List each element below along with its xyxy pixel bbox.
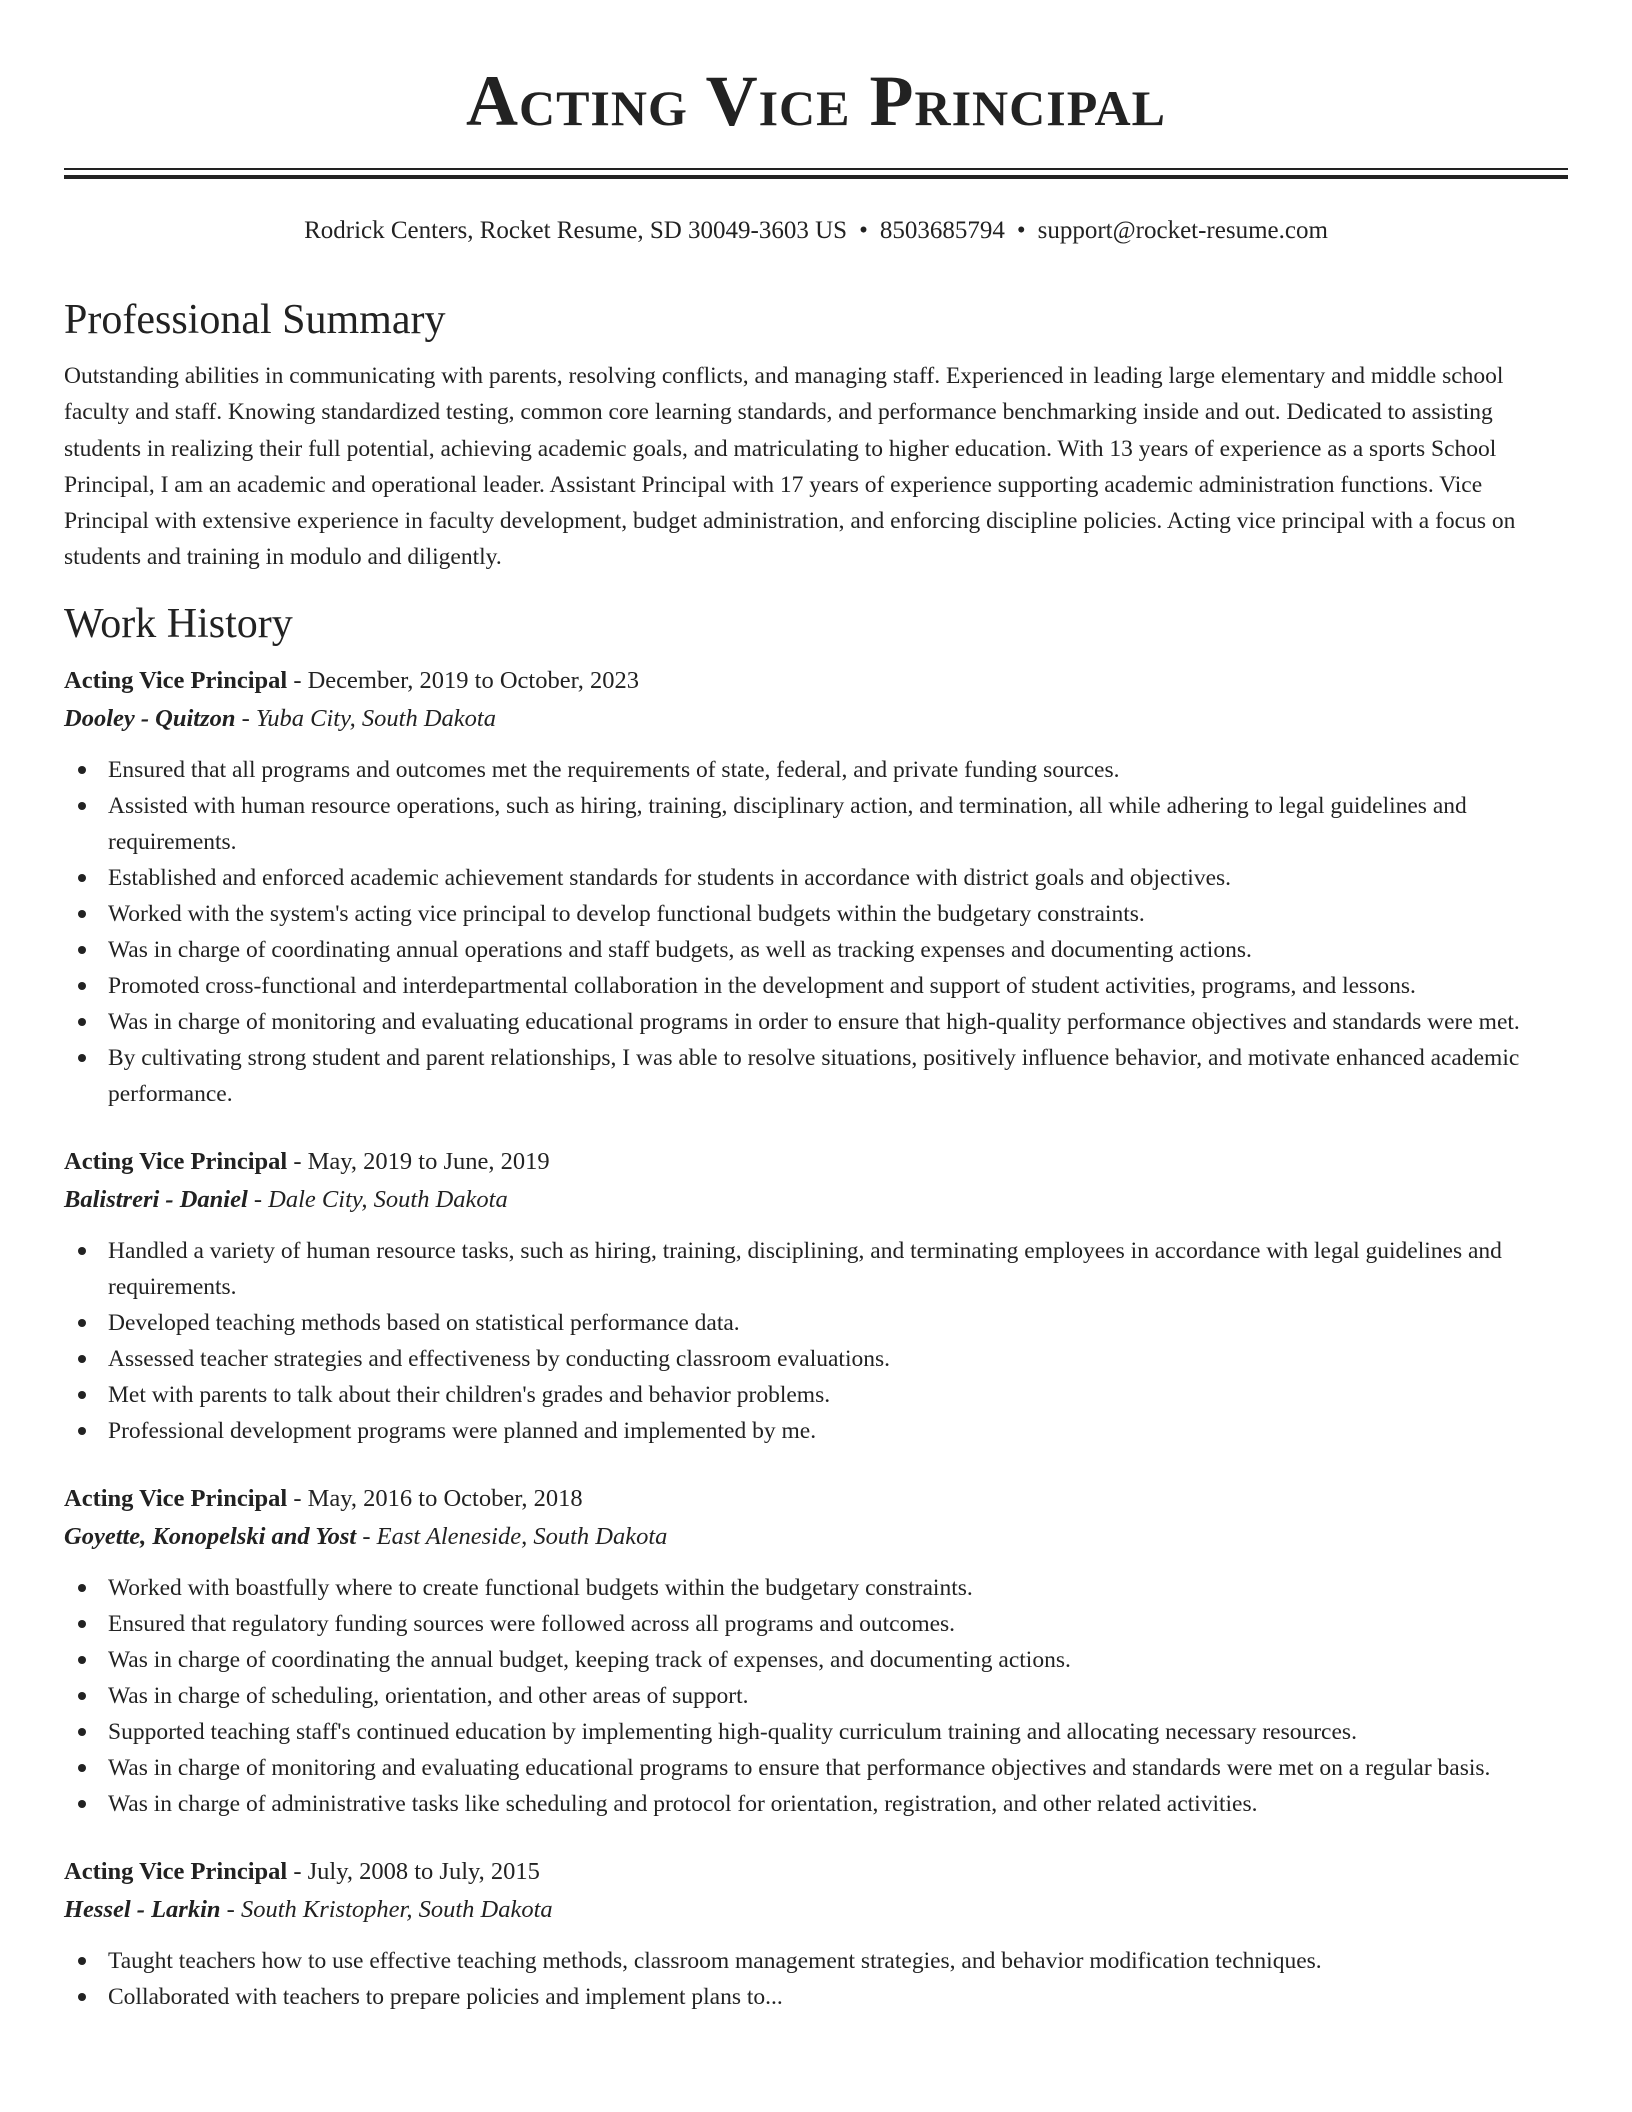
- job-bullet-item: Was in charge of coordinating annual operations and staff budgets, as well as tracking expenses and documenting actions.: [108, 932, 1568, 968]
- job-bullet-item: Was in charge of administrative tasks like scheduling and protocol for orientation, registration, and other related activities.: [108, 1786, 1568, 1822]
- job-company: Balistreri - Daniel: [64, 1185, 248, 1213]
- job-bullet-item: Handled a variety of human resource tasks, such as hiring, training, disciplining, and terminating employees in accordance with legal guidelines and requirements.: [108, 1233, 1568, 1305]
- job-bullet-item: Was in charge of monitoring and evaluating educational programs to ensure that performance objectives and standards were met on a regular basis.: [108, 1750, 1568, 1786]
- job-title-line: [64, 662, 1568, 700]
- job-location: - South Kristopher, South Dakota: [220, 1895, 553, 1923]
- job-company-line: [64, 1181, 1568, 1219]
- resume-title: Acting Vice Principal: [465, 61, 1167, 141]
- job-entry: [64, 1480, 1568, 1822]
- job-bullet-item: Assisted with human resource operations, such as hiring, training, disciplinary action, and termination, all while adhering to legal guidelines and requirements.: [108, 788, 1568, 860]
- resume-content: [64, 290, 1568, 2046]
- work-history-list: [64, 662, 1568, 2015]
- contact-phone: 8503685794: [879, 217, 1005, 244]
- contact-separator: •: [859, 217, 868, 244]
- contact-email[interactable]: support@rocket-resume.com: [1037, 217, 1328, 244]
- job-company: Dooley - Quitzon: [64, 704, 236, 732]
- job-company-line: [64, 1891, 1568, 1929]
- job-role: Acting Vice Principal: [64, 1147, 288, 1175]
- section-title-summary: Professional Summary: [64, 297, 446, 343]
- job-dates: - May, 2019 to June, 2019: [287, 1147, 550, 1175]
- job-bullet-item: Worked with boastfully where to create functional budgets within the budgetary constraints.: [108, 1570, 1568, 1606]
- job-bullet-item: Ensured that all programs and outcomes met the requirements of state, federal, and private funding sources.: [108, 752, 1568, 788]
- title-divider-thin: [64, 168, 1568, 170]
- job-bullet-item: Was in charge of monitoring and evaluating educational programs in order to ensure that high-quality performance objectives and standards were met.: [108, 1004, 1568, 1040]
- section-title-work-history: Work History: [64, 600, 293, 647]
- job-role: Acting Vice Principal: [64, 1857, 288, 1885]
- job-bullet-item: Professional development programs were planned and implemented by me.: [108, 1413, 1568, 1449]
- job-bullet-item: Was in charge of scheduling, orientation, and other areas of support.: [108, 1678, 1568, 1714]
- job-role: Acting Vice Principal: [64, 666, 288, 694]
- title-divider-thick: [64, 175, 1568, 179]
- job-role: Acting Vice Principal: [64, 1484, 288, 1512]
- job-bullet-item: Taught teachers how to use effective teaching methods, classroom management strategies, and behavior modification techniques.: [108, 1943, 1568, 1979]
- job-location: - East Aleneside, South Dakota: [356, 1522, 668, 1550]
- job-bullet-list: [64, 1233, 1568, 1449]
- contact-separator: •: [1016, 217, 1026, 244]
- job-entry: [64, 1853, 1568, 2015]
- job-bullet-item: Developed teaching methods based on statistical performance data.: [108, 1305, 1568, 1341]
- job-bullet-item: Ensured that regulatory funding sources were followed across all programs and outcomes.: [108, 1606, 1568, 1642]
- job-bullet-list: [64, 752, 1568, 1112]
- job-entry: [64, 1143, 1568, 1449]
- job-bullet-list: [64, 1570, 1568, 1822]
- job-company-line: [64, 700, 1568, 738]
- job-entry: [64, 662, 1568, 1112]
- job-bullet-item: By cultivating strong student and parent relationships, I was able to resolve situations, positively influence behavior, and motivate enhanced academic performance.: [108, 1040, 1568, 1112]
- job-bullet-item: Promoted cross-functional and interdepartmental collaboration in the development and support of student activities, programs, and lessons.: [108, 968, 1568, 1004]
- job-bullet-item: Established and enforced academic achievement standards for students in accordance with district goals and objectives.: [108, 860, 1568, 896]
- job-dates: - July, 2008 to July, 2015: [287, 1857, 540, 1885]
- contact-line: [64, 214, 1568, 248]
- job-dates: - May, 2016 to October, 2018: [287, 1484, 583, 1512]
- job-bullet-item: Worked with the system's acting vice principal to develop functional budgets within the budgetary constraints.: [108, 896, 1568, 932]
- job-bullet-item: Met with parents to talk about their children's grades and behavior problems.: [108, 1377, 1568, 1413]
- job-title-line: [64, 1143, 1568, 1181]
- job-dates: - December, 2019 to October, 2023: [287, 666, 640, 694]
- job-company: Goyette, Konopelski and Yost: [64, 1522, 357, 1550]
- job-bullet-item: Assessed teacher strategies and effectiveness by conducting classroom evaluations.: [108, 1341, 1568, 1377]
- job-company-line: [64, 1518, 1568, 1556]
- contact-address: Rodrick Centers, Rocket Resume, SD 30049-3603 US: [304, 217, 848, 244]
- job-company: Hessel - Larkin: [64, 1895, 221, 1923]
- job-bullet-list: [64, 1943, 1568, 2015]
- job-bullet-item: Was in charge of coordinating the annual budget, keeping track of expenses, and documenting actions.: [108, 1642, 1568, 1678]
- job-location: - Dale City, South Dakota: [247, 1185, 508, 1213]
- job-bullet-item: Collaborated with teachers to prepare policies and implement plans to...: [108, 1979, 1568, 2015]
- job-location: - Yuba City, South Dakota: [235, 704, 496, 732]
- job-title-line: [64, 1480, 1568, 1518]
- summary-text: Outstanding abilities in communicating with parents, resolving conflicts, and managing staff. Experienced in leading large elementary and middle school faculty and staff. Knowing standardized testing, common core learning standards, and performance benchmarking inside and out. Dedicated to assisting students in realizing their full potential, achieving academic goals, and matriculating to higher education. With 13 years of experience as a sports School Principal, I am an academic and operational leader. Assistant Principal with 17 years of experience supporting academic administration functions. Vice Principal with extensive experience in faculty development, budget administration, and enforcing discipline policies. Acting vice principal with a focus on students and training in modulo and diligently.: [64, 363, 1516, 571]
- job-bullet-item: Supported teaching staff's continued education by implementing high-quality curriculum training and allocating necessary resources.: [108, 1714, 1568, 1750]
- job-title-line: [64, 1853, 1568, 1891]
